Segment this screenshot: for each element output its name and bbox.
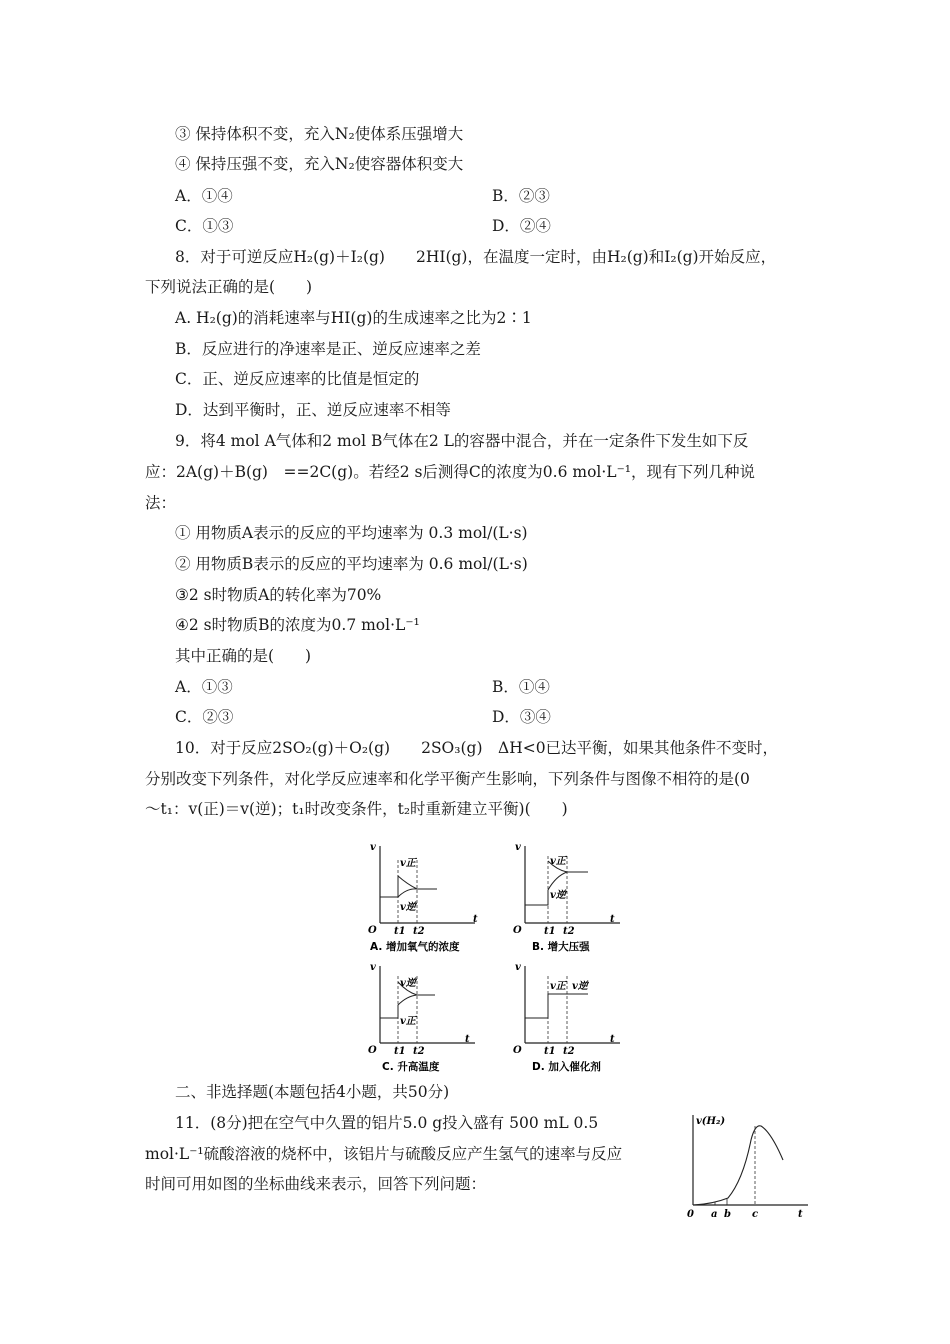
q11-stem: 11．(8分)把在空气中久置的铝片5.0 g投入盛有 500 mL 0.5 [175, 1114, 599, 1132]
q8-stem-cont: 下列说法正确的是( ) [145, 278, 313, 296]
q8-option-a: A. H₂(g)的消耗速率与HI(g)的生成速率之比为2∶1 [175, 309, 532, 327]
q9-stem: 9．将4 mol A气体和2 mol B气体在2 L的容器中混合，并在一定条件下发生如下反 [175, 432, 749, 450]
q9-option-b: B．①④ [492, 678, 550, 696]
q9-stem-cont: 应：2A(g)＋B(g) ==2C(g)。若经2 s后测得C的浓度为0.6 mol·L⁻¹，现有下列几种说 [145, 463, 755, 481]
q10-stem: 10．对于反应2SO₂(g)＋O₂(g) 2SO₃(g) ΔH<0已达平衡，如果其他条件不变时， [175, 739, 779, 757]
origin-label: O [513, 925, 522, 936]
v-zheng-label: v正 [400, 858, 416, 869]
q9-stem-cont: 法： [145, 494, 177, 512]
q7-option-b: B．②③ [492, 187, 550, 205]
v-zheng-label: v正 [550, 856, 566, 867]
axis-t-label: t [465, 1034, 470, 1045]
rate-graph-a [365, 838, 505, 953]
caption-c: C. 升高温度 [382, 1061, 440, 1073]
caption-b: B. 增大压强 [532, 941, 590, 953]
q8-option-d: D．达到平衡时，正、逆反应速率不相等 [175, 401, 451, 419]
q9-statement: ③2 s时物质A的转化率为70% [175, 586, 382, 604]
h2-b-label: b [724, 1209, 731, 1220]
v-zheng-label: v正 [400, 1016, 416, 1027]
q7-option-d: D．②④ [492, 217, 551, 235]
axis-v-label: v [370, 842, 376, 853]
t1-label: t1 [394, 926, 406, 937]
v-ni-label: v逆 [400, 978, 416, 989]
v-ni-label: v逆 [572, 981, 588, 992]
q9-statement: ② 用物质B表示的反应的平均速率为 0.6 mol/(L·s) [175, 555, 528, 573]
q9-statement: ④2 s时物质B的浓度为0.7 mol·L⁻¹ [175, 616, 420, 634]
caption-d: D. 加入催化剂 [532, 1061, 601, 1073]
q9-ask: 其中正确的是( ) [175, 647, 312, 665]
caption-a: A. 增加氧气的浓度 [370, 941, 460, 953]
origin-label: O [368, 925, 377, 936]
origin-label: O [368, 1045, 377, 1056]
q9-option-d: D．③④ [492, 708, 551, 726]
t2-label: t2 [413, 926, 425, 937]
t1-label: t1 [544, 1046, 556, 1057]
t2-label: t2 [563, 1046, 575, 1057]
h2-a-label: a [711, 1209, 718, 1220]
q7-option-a: A．①④ [175, 187, 233, 205]
axis-v-label: v [370, 962, 376, 973]
q11-stem-cont: 时间可用如图的坐标曲线来表示，回答下列问题： [145, 1175, 487, 1193]
option-line: ④ 保持压强不变，充入N₂使容器体积变大 [175, 155, 464, 173]
q8-stem: 8．对于可逆反应H₂(g)＋I₂(g) 2HI(g)，在温度一定时，由H₂(g)和I₂(g)开始反应， [175, 248, 777, 266]
section-heading: 二、非选择题(本题包括4小题，共50分) [175, 1083, 450, 1101]
v-ni-label: v逆 [400, 902, 416, 913]
rate-graph-c [365, 958, 505, 1073]
t2-label: t2 [413, 1046, 425, 1057]
axis-t-label: t [610, 1034, 615, 1045]
rate-graph-d [510, 958, 650, 1073]
option-line: ③ 保持体积不变，充入N₂使体系压强增大 [175, 125, 464, 143]
rate-graph-b [510, 838, 650, 953]
q10-stem-cont: 分别改变下列条件，对化学反应速率和化学平衡产生影响，下列条件与图像不相符的是(0 [145, 770, 750, 788]
h2-axis-label: v(H₂) [696, 1116, 726, 1127]
q10-stem-cont: ～t₁：v(正)＝v(逆)；t₁时改变条件，t₂时重新建立平衡)( ) [145, 800, 568, 818]
h2-origin-label: 0 [687, 1209, 694, 1220]
q11-stem-cont: mol·L⁻¹硫酸溶液的烧杯中，该铝片与硫酸反应产生氢气的速率与反应 [145, 1145, 623, 1163]
q9-statement: ① 用物质A表示的反应的平均速率为 0.3 mol/(L·s) [175, 524, 528, 542]
origin-label: O [513, 1045, 522, 1056]
q9-option-a: A．①③ [175, 678, 233, 696]
axis-v-label: v [515, 962, 521, 973]
h2-t-label: t [798, 1209, 803, 1220]
axis-t-label: t [610, 914, 615, 925]
q9-option-c: C．②③ [175, 708, 234, 726]
h2-c-label: c [752, 1209, 759, 1220]
axis-v-label: v [515, 842, 521, 853]
v-zheng-label: v正 [550, 981, 566, 992]
q8-option-c: C．正、逆反应速率的比值是恒定的 [175, 370, 420, 388]
t1-label: t1 [544, 926, 556, 937]
t1-label: t1 [394, 1046, 406, 1057]
q7-option-c: C．①③ [175, 217, 234, 235]
t2-label: t2 [563, 926, 575, 937]
q8-option-b: B．反应进行的净速率是正、逆反应速率之差 [175, 340, 481, 358]
h2-rate-graph [683, 1110, 823, 1220]
v-ni-label: v逆 [550, 890, 566, 901]
axis-t-label: t [473, 914, 478, 925]
